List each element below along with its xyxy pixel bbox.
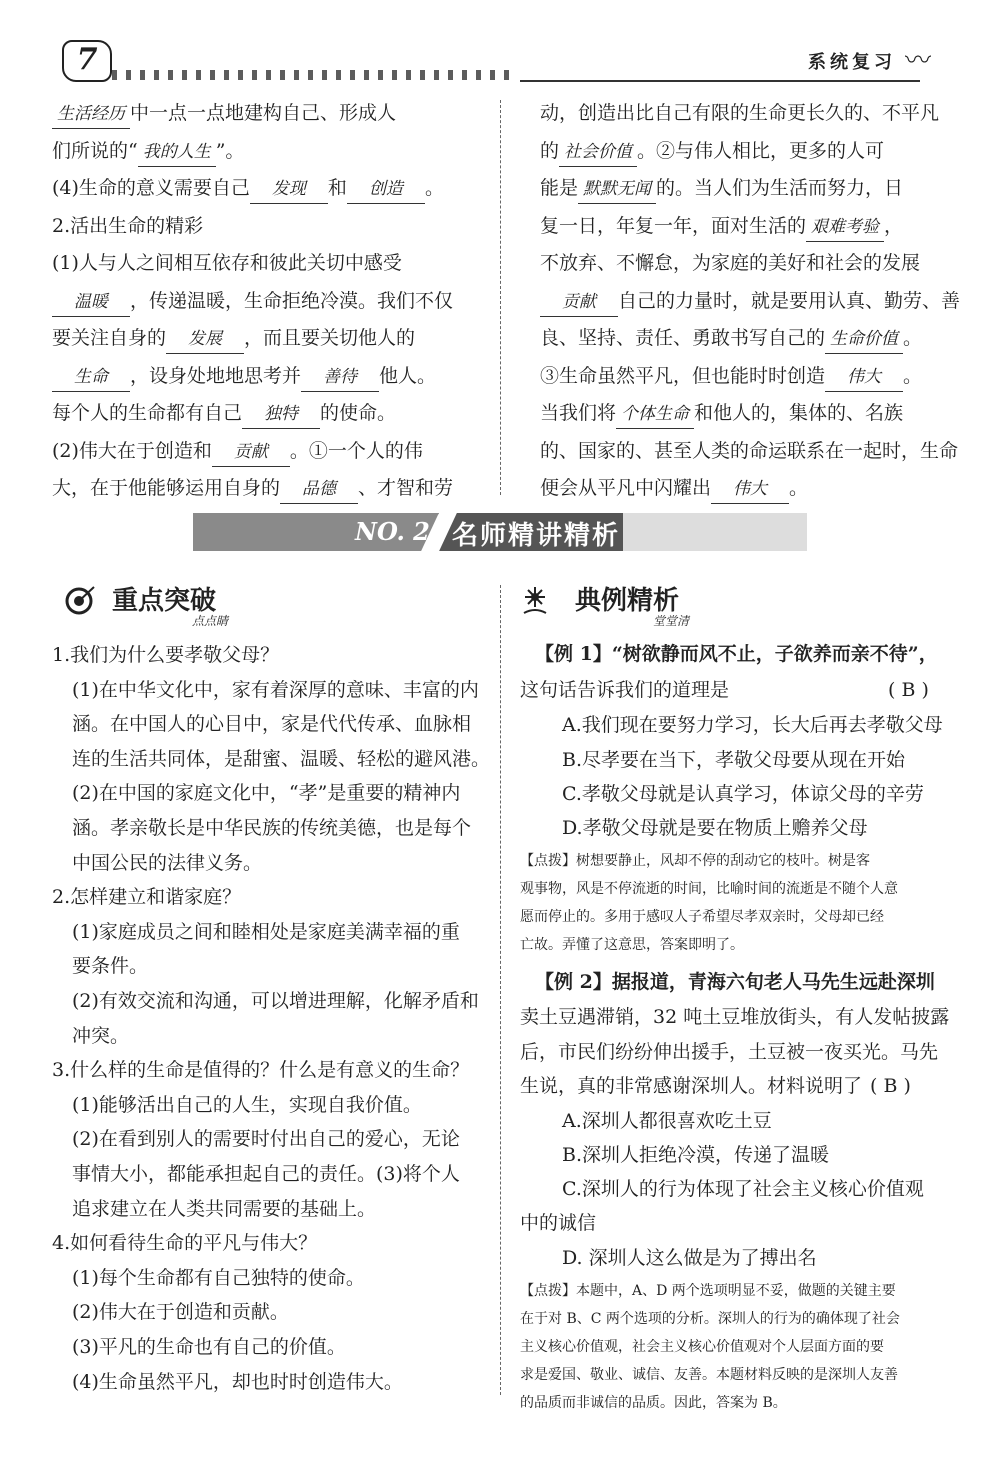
answer-blank: 伟大 bbox=[711, 475, 789, 504]
question-heading: 2.怎样建立和谐家庭？ bbox=[52, 886, 242, 909]
text-fragment: 。②与伟人相比，更多的人可 bbox=[637, 139, 885, 162]
question-heading: 3.什么样的生命是值得的？什么是有意义的生命？ bbox=[52, 1059, 470, 1082]
answer-blank: 艰难考验 bbox=[806, 213, 884, 242]
column-divider bbox=[500, 100, 501, 495]
answer-blank: 生命 bbox=[52, 363, 130, 392]
fill-line bbox=[540, 174, 903, 204]
text-fragment: 自己的力量时，就是要用认真、勤劳、善 bbox=[618, 289, 961, 312]
example2-note: 求是爱国、敬业、诚信、友善。本题材料反映的是深圳人友善 bbox=[520, 1367, 898, 1383]
text-fragment: 和 bbox=[327, 177, 347, 199]
left-section-title: 重点突破 bbox=[112, 586, 217, 616]
section-label: 系统复习 bbox=[808, 52, 896, 73]
text-fragment: 便会从平凡中闪耀出 bbox=[540, 477, 712, 499]
example2-line: 生说，真的非常感谢深圳人。材料说明了 bbox=[520, 1075, 863, 1097]
answer-line: 冲突。 bbox=[72, 1024, 130, 1047]
example2-line: 【例 2】据报道，青海六旬老人马先生远赴深圳 bbox=[535, 971, 935, 993]
answer-line: (1)家庭成员之间和睦相处是家庭美满幸福的重 bbox=[72, 920, 460, 943]
answer-line: (4)生命虽然平凡，却也时时创造伟大。 bbox=[72, 1370, 403, 1393]
answer-line: (3)平凡的生命也有自己的价值。 bbox=[72, 1336, 346, 1358]
text-fragment: 动，创造出比自己有限的生命更长久的、不平凡 bbox=[540, 102, 940, 124]
text-fragment: 当我们将 bbox=[540, 402, 617, 424]
header-dots bbox=[112, 70, 512, 80]
banner-title: 名师精讲精析 bbox=[452, 521, 621, 551]
text-fragment: 良、坚持、责任、勇敢书写自己的 bbox=[540, 327, 826, 349]
text-fragment: 们所说的“ bbox=[52, 139, 138, 162]
answer-line: (2)在看到别人的需要时付出自己的爱心，无论 bbox=[72, 1128, 460, 1151]
answer-line: 追求建立在人类共同需要的基础上。 bbox=[72, 1197, 377, 1220]
example1-line2: 这句话告诉我们的道理是 bbox=[520, 679, 730, 701]
text-fragment: 的使命。 bbox=[320, 402, 397, 424]
text-fragment: 的 bbox=[540, 139, 560, 162]
text-fragment: 大，在于他能够运用自身的 bbox=[52, 477, 281, 499]
example2-note: 主义核心价值观，社会主义核心价值观对个人层面方面的要 bbox=[520, 1339, 884, 1355]
answer-blank: 温暖 bbox=[52, 288, 130, 317]
answer-line: (1)每个生命都有自己独特的使命。 bbox=[72, 1266, 365, 1289]
right-section-title: 典例精析 bbox=[575, 586, 680, 616]
fill-line bbox=[540, 99, 939, 127]
answer-blank: 贡献 bbox=[540, 288, 618, 317]
text-fragment: 他人。 bbox=[379, 364, 437, 387]
text-fragment: 。 bbox=[424, 177, 444, 199]
text-fragment: 中一点一点地建构自己、形成人 bbox=[130, 102, 397, 124]
fill-line bbox=[52, 174, 444, 204]
fill-line bbox=[52, 287, 453, 317]
answer-blank: 伟大 bbox=[825, 363, 903, 392]
text-fragment: ，设身处地地思考并 bbox=[130, 364, 302, 387]
text-fragment: 的、国家的、甚至人类的命运联系在一起时，生命 bbox=[540, 439, 959, 462]
text-fragment: 能是 bbox=[540, 177, 579, 199]
example2-option: B.深圳人拒绝冷漠，传递了温暖 bbox=[562, 1144, 830, 1166]
example2-line: 卖土豆遇滞销，32 吨土豆堆放街头，有人发帖披露 bbox=[520, 1006, 950, 1028]
left-section-subtitle: 点点睛 bbox=[192, 614, 229, 628]
bird-icon: 〰 bbox=[905, 46, 932, 76]
text-fragment: ， bbox=[884, 214, 904, 237]
banner-number: NO. 2 bbox=[355, 517, 430, 546]
target-icon bbox=[62, 585, 96, 615]
example1-note: 愿而停止的。多用于感叹人子希望尽孝双亲时，父母却已经 bbox=[520, 909, 884, 925]
example1-note: 观事物，风是不停流逝的时间，比喻时间的流逝是不随个人意 bbox=[520, 881, 898, 897]
answer-line: 连的生活共同体，是甜蜜、温暖、轻松的避风港。 bbox=[72, 747, 491, 770]
text-fragment: (2)伟大在于创造和 bbox=[52, 439, 212, 462]
answer-line: 中国公民的法律义务。 bbox=[72, 851, 263, 874]
fill-line bbox=[52, 212, 203, 240]
example2-note: 【点拨】本题中，A、D 两个选项明显不妥，做题的关键主要 bbox=[520, 1283, 896, 1299]
text-fragment: 每个人的生命都有自己 bbox=[52, 402, 243, 424]
fill-line bbox=[52, 99, 396, 129]
fill-line bbox=[540, 437, 958, 465]
answer-blank: 独特 bbox=[242, 400, 320, 429]
page-number: 7 bbox=[62, 40, 112, 82]
fill-line bbox=[52, 399, 396, 429]
answer-blank: 善待 bbox=[301, 363, 379, 392]
answer-line: 要条件。 bbox=[72, 955, 149, 978]
question-heading: 4.如何看待生命的平凡与伟大？ bbox=[52, 1232, 318, 1255]
answer-line: (2)在中国的家庭文化中，“孝”是重要的精神内 bbox=[72, 782, 461, 805]
fill-line bbox=[52, 474, 453, 504]
text-fragment: (4)生命的意义需要自己 bbox=[52, 177, 250, 199]
example2-option: D. 深圳人这么做是为了搏出名 bbox=[562, 1247, 817, 1269]
answer-blank: 发现 bbox=[250, 175, 328, 204]
text-fragment: 的。当人们为生活而努力，日 bbox=[656, 177, 904, 199]
right-section-subtitle: 堂堂清 bbox=[653, 614, 690, 628]
answer-line: (1)在中华文化中，家有着深厚的意味、丰富的内 bbox=[72, 678, 479, 701]
example1-answer: ( B ) bbox=[888, 679, 929, 701]
fill-line bbox=[540, 474, 808, 504]
answer-line: (2)有效交流和沟通，可以增进理解，化解矛盾和 bbox=[72, 990, 479, 1012]
example1-option: B.尽孝要在当下，孝敬父母要从现在开始 bbox=[562, 749, 906, 771]
example2-line: 后，市民们纷纷伸出援手，土豆被一夜买光。马先 bbox=[520, 1041, 939, 1063]
text-fragment: 、才智和劳 bbox=[358, 477, 454, 499]
text-fragment: 。①一个人的伟 bbox=[289, 439, 423, 462]
example2-option: C.深圳人的行为体现了社会主义核心价值观 bbox=[562, 1178, 924, 1200]
example1-note: 【点拨】树想要静止，风却不停的刮动它的枝叶。树是客 bbox=[520, 853, 870, 869]
answer-line: 涵。孝亲敬长是中华民族的传统美德，也是每个 bbox=[72, 817, 472, 839]
example2-answer: ( B ) bbox=[870, 1075, 911, 1097]
example2-note: 在于对 B、C 两个选项的分析。深圳人的行为的确体现了社会 bbox=[520, 1311, 900, 1327]
fill-line bbox=[540, 212, 903, 242]
fill-line bbox=[52, 249, 402, 277]
fill-line bbox=[540, 399, 903, 429]
text-fragment: 复一日，年复一年，面对生活的 bbox=[540, 214, 807, 237]
text-fragment: ，而且要关切他人的 bbox=[244, 327, 416, 349]
answer-blank: 生命价值 bbox=[825, 325, 903, 354]
example2-note: 的品质而非诚信的品质。因此，答案为 B。 bbox=[520, 1395, 787, 1411]
text-fragment: 。 bbox=[903, 364, 923, 387]
answer-line: 事情大小，都能承担起自己的责任。(3)将个人 bbox=[72, 1163, 460, 1185]
text-fragment: 2.活出生命的精彩 bbox=[52, 214, 204, 237]
text-fragment: ，传递温暖，生命拒绝冷漠。我们不仅 bbox=[130, 289, 454, 312]
text-fragment: 。 bbox=[903, 327, 923, 349]
answer-line: (2)伟大在于创造和贡献。 bbox=[72, 1301, 289, 1324]
question-heading: 1.我们为什么要孝敬父母？ bbox=[52, 644, 280, 666]
example2-option: 中的诚信 bbox=[520, 1212, 597, 1234]
fill-line bbox=[540, 249, 920, 277]
header-rule bbox=[520, 80, 920, 82]
answer-blank: 个体生命 bbox=[616, 400, 694, 429]
example1-option: D.孝敬父母就是要在物质上赡养父母 bbox=[562, 817, 868, 839]
example1-option: C.孝敬父母就是认真学习，体谅父母的辛劳 bbox=[562, 783, 924, 805]
answer-blank: 我的人生 bbox=[138, 138, 216, 167]
text-fragment: ”。 bbox=[215, 139, 245, 162]
text-fragment: 。 bbox=[789, 477, 809, 499]
text-fragment: (1)人与人之间相互依存和彼此关切中感受 bbox=[52, 252, 402, 274]
fill-line bbox=[52, 362, 436, 392]
answer-blank: 创造 bbox=[347, 175, 425, 204]
example1-note: 亡故。弄懂了这意思，答案即明了。 bbox=[520, 937, 744, 953]
answer-line: 涵。在中国人的心目中，家是代代传承、血脉相 bbox=[72, 713, 472, 736]
text-fragment: 要关注自身的 bbox=[52, 327, 167, 349]
example1-option: A.我们现在要努力学习，长大后再去孝敬父母 bbox=[562, 714, 943, 736]
fill-line bbox=[52, 324, 415, 354]
column-divider-lower bbox=[500, 585, 501, 1395]
text-fragment: 不放弃、不懈怠，为家庭的美好和社会的发展 bbox=[540, 252, 921, 274]
fill-line bbox=[52, 137, 244, 167]
text-fragment: 和他人的，集体的、名族 bbox=[694, 402, 904, 424]
answer-blank: 生活经历 bbox=[52, 100, 130, 129]
fill-line bbox=[540, 287, 960, 317]
fill-line bbox=[52, 437, 423, 467]
answer-blank: 默默无闻 bbox=[578, 175, 656, 204]
text-fragment: ③生命虽然平凡，但也能时时创造 bbox=[540, 364, 826, 387]
example1-line1: 【例 1】“树欲静而风不止，子欲养而亲不待”， bbox=[535, 643, 938, 665]
answer-blank: 贡献 bbox=[212, 438, 290, 467]
answer-blank: 发展 bbox=[166, 325, 244, 354]
fill-line bbox=[540, 362, 922, 392]
answer-line: (1)能够活出自己的人生，实现自我价值。 bbox=[72, 1093, 422, 1116]
fill-line bbox=[540, 324, 922, 354]
answer-blank: 品德 bbox=[280, 475, 358, 504]
answer-blank: 社会价值 bbox=[559, 138, 637, 167]
example2-option: A.深圳人都很喜欢吃土豆 bbox=[562, 1110, 772, 1132]
fill-line bbox=[540, 137, 884, 167]
flower-icon bbox=[518, 585, 552, 615]
